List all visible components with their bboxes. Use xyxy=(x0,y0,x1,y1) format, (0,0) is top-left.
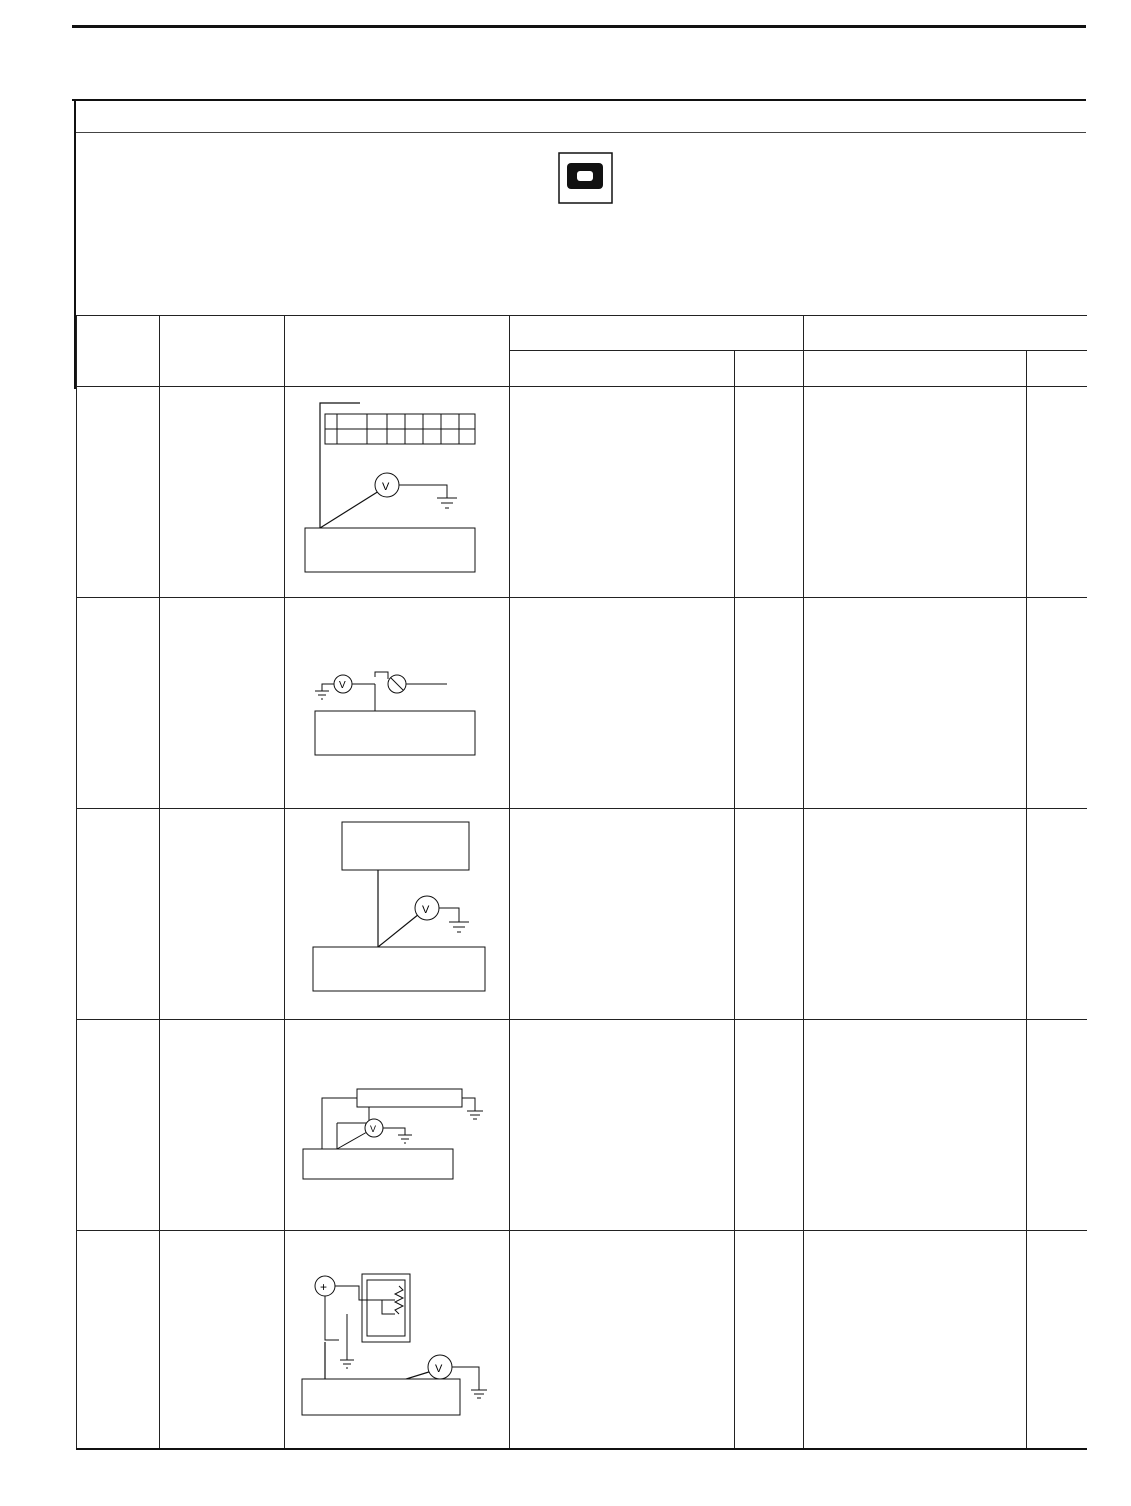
connector-pin-diagram xyxy=(200,150,1000,278)
circuit-lamp-diagram xyxy=(287,601,507,806)
rpm-memo xyxy=(1027,387,1087,598)
signal-name xyxy=(160,598,285,809)
terminal-number xyxy=(77,1231,160,1449)
signal-table xyxy=(76,315,1087,1450)
connector-key xyxy=(559,153,612,203)
header-circuit xyxy=(285,316,510,387)
idle-memo xyxy=(735,1231,804,1449)
header-at-rpm xyxy=(804,316,1087,351)
header-signal-name xyxy=(160,316,285,387)
frame-top-border xyxy=(72,99,1086,101)
idle-standard xyxy=(510,387,735,598)
svg-text:V: V xyxy=(435,1363,443,1376)
rpm-memo xyxy=(1027,598,1087,809)
rpm-memo xyxy=(1027,1231,1087,1449)
table-row xyxy=(77,1231,1087,1449)
ground-icon xyxy=(437,498,457,508)
svg-text:V: V xyxy=(339,679,346,691)
idle-standard xyxy=(510,1231,735,1449)
ground-icon xyxy=(340,1360,354,1368)
svg-text:+: + xyxy=(320,1280,328,1295)
terminal-number xyxy=(77,809,160,1020)
circuit-diagram-cell xyxy=(285,387,510,598)
ground-icon xyxy=(398,1135,412,1143)
idle-standard xyxy=(510,809,735,1020)
header-idle-memo xyxy=(735,351,804,387)
title-rule xyxy=(72,25,1086,28)
rpm-standard xyxy=(804,1231,1027,1449)
table-row xyxy=(77,387,1087,598)
circuit-diagram-cell xyxy=(285,1231,510,1449)
rpm-standard xyxy=(804,598,1027,809)
header-idle-standard xyxy=(510,351,735,387)
idle-memo xyxy=(735,598,804,809)
circuit-throttle-diagram xyxy=(287,1234,507,1444)
rpm-memo xyxy=(1027,1020,1087,1231)
table-row xyxy=(77,809,1087,1020)
idle-memo xyxy=(735,387,804,598)
rpm-standard xyxy=(804,1020,1027,1231)
rpm-standard xyxy=(804,809,1027,1020)
idle-memo xyxy=(735,1020,804,1231)
table-row xyxy=(77,598,1087,809)
header-rpm-standard xyxy=(804,351,1027,387)
circuit-diagram-cell xyxy=(285,1020,510,1231)
signal-name xyxy=(160,387,285,598)
circuit-clk-diagram xyxy=(287,390,507,595)
ground-icon xyxy=(449,922,469,932)
signal-name xyxy=(160,1020,285,1231)
circuit-airflow-diagram xyxy=(287,812,507,1017)
rpm-standard xyxy=(804,387,1027,598)
signal-name xyxy=(160,809,285,1020)
svg-text:V: V xyxy=(370,1123,377,1134)
terminal-number xyxy=(77,1020,160,1231)
terminal-number xyxy=(77,387,160,598)
idle-standard xyxy=(510,1020,735,1231)
ground-icon xyxy=(471,1390,487,1398)
header-terminal xyxy=(77,316,160,387)
terminal-number xyxy=(77,598,160,809)
ground-icon xyxy=(315,691,329,699)
rpm-memo xyxy=(1027,809,1087,1020)
svg-text:V: V xyxy=(382,480,390,493)
ground-icon xyxy=(467,1111,483,1119)
signal-name xyxy=(160,1231,285,1449)
circuit-diagram-cell xyxy=(285,598,510,809)
table-row xyxy=(77,1020,1087,1231)
idle-memo xyxy=(735,809,804,1020)
header-rpm-memo xyxy=(1027,351,1087,387)
header-at-idle xyxy=(510,316,804,351)
model-rule xyxy=(76,132,1086,133)
svg-text:V: V xyxy=(422,903,430,916)
circuit-intake-temp-diagram xyxy=(287,1023,507,1228)
circuit-diagram-cell xyxy=(285,809,510,1020)
idle-standard xyxy=(510,598,735,809)
